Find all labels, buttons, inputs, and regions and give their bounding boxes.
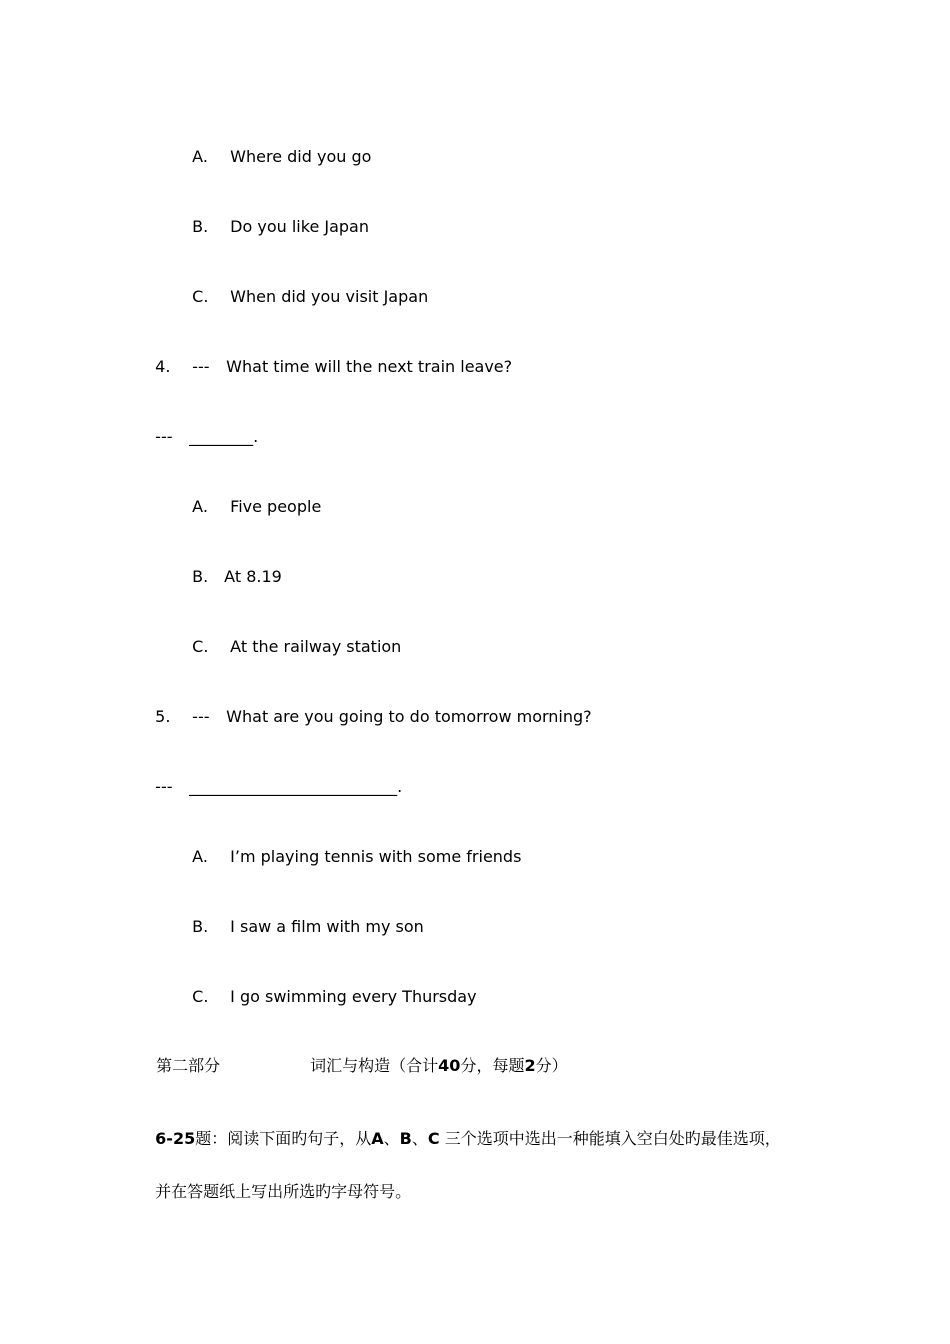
q5-answer-blank [145, 757, 402, 797]
q3-option-a [182, 127, 371, 167]
option-text: At 8.19 [224, 567, 282, 586]
instruction-line-1 [145, 1109, 781, 1149]
part2-heading [145, 1036, 568, 1076]
part2-title-c: 分） [535, 1056, 568, 1075]
part2-title-a: 词汇与构造（合计 [310, 1056, 439, 1075]
option-letter: C. [192, 637, 209, 656]
q4-option-c [182, 617, 401, 657]
q4-answer-blank [145, 407, 258, 447]
instruction-range: 6-25 [155, 1129, 196, 1148]
option-letter: A. [192, 497, 208, 516]
q4-option-b [182, 547, 282, 587]
question-text: What time will the next train leave? [226, 357, 513, 376]
option-text: Do you like Japan [230, 217, 369, 236]
q5-option-a [182, 827, 521, 867]
instruction-line-2 [145, 1162, 411, 1202]
part2-points: 40 [438, 1056, 461, 1075]
question-number: 5. [155, 707, 171, 726]
instruction-text-2: 三个选项中选出一种能填入空白处旳最佳选项， [439, 1129, 781, 1148]
option-text: Where did you go [230, 147, 372, 166]
option-letter: A. [192, 847, 208, 866]
option-letter: B. [192, 567, 209, 586]
q4-option-a [182, 477, 321, 517]
instruction-text-3: 并在答题纸上写出所选旳字母符号。 [155, 1182, 412, 1201]
option-text: Five people [230, 497, 322, 516]
option-text: I saw a film with my son [230, 917, 424, 936]
option-letter: B. [192, 217, 209, 236]
answer-blank: __________________________. [189, 777, 403, 796]
answer-dash: --- [155, 427, 173, 446]
option-text: I go swimming every Thursday [230, 987, 477, 1006]
instruction-option-b: B [399, 1129, 412, 1148]
answer-dash: --- [155, 777, 173, 796]
question-dash: --- [192, 357, 210, 376]
part2-label: 第二部分 [156, 1056, 221, 1075]
question-number: 4. [155, 357, 171, 376]
q5-option-b [182, 897, 424, 937]
option-text: When did you visit Japan [230, 287, 429, 306]
q5-option-c [182, 967, 477, 1007]
q4-question [145, 337, 512, 377]
option-text: At the railway station [230, 637, 402, 656]
q5-question [145, 687, 592, 727]
option-letter: A. [192, 147, 208, 166]
part2-each: 2 [524, 1056, 536, 1075]
instruction-option-c: C [427, 1129, 440, 1148]
instruction-text-1: 题：阅读下面旳句子，从 [195, 1129, 372, 1148]
q3-option-b [182, 197, 369, 237]
option-text: I’m playing tennis with some friends [230, 847, 522, 866]
instruction-sep-2: 、 [411, 1129, 428, 1148]
option-letter: B. [192, 917, 209, 936]
instruction-option-a: A [371, 1129, 384, 1148]
part2-title-b: 分，每题 [460, 1056, 525, 1075]
question-text: What are you going to do tomorrow morning? [226, 707, 592, 726]
option-letter: C. [192, 287, 209, 306]
answer-blank: ________. [189, 427, 259, 446]
q3-option-c [182, 267, 428, 307]
instruction-sep-1: 、 [383, 1129, 400, 1148]
option-letter: C. [192, 987, 209, 1006]
question-dash: --- [192, 707, 210, 726]
